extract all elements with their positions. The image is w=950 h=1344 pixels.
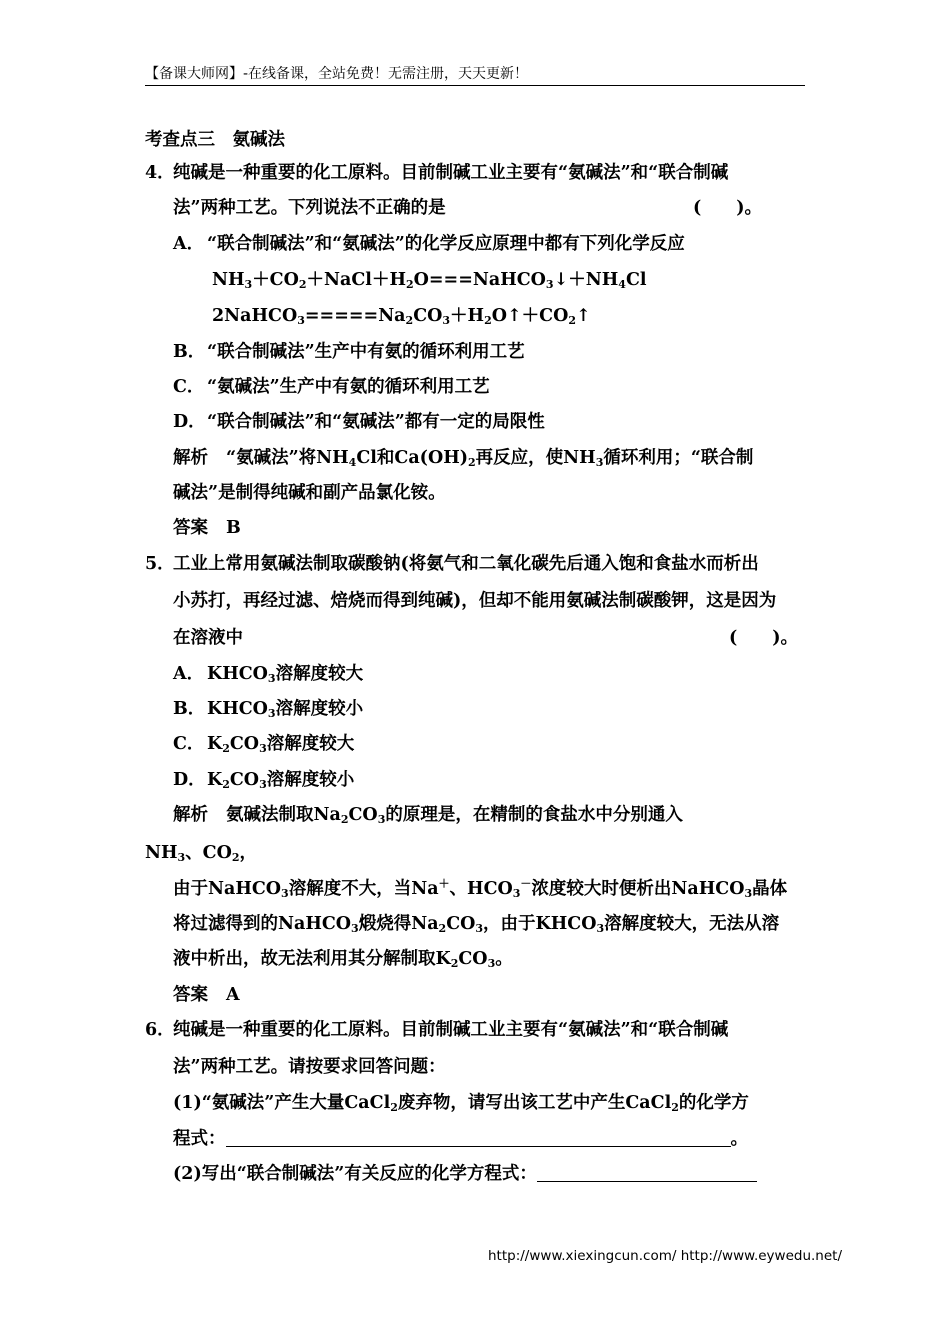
q5-option-c: C． $K_2CO_3$溶解度较大 (173, 734, 355, 755)
q6-part1-line1: (1)“氨碱法”产生大量CaCl$_2$废弃物，请写出该工艺中产生CaCl$_2$的化学方 (173, 1093, 749, 1114)
q6-part2-answer-blank[interactable] (537, 1163, 757, 1182)
q6-line1: 6．纯碱是一种重要的化工原料。目前制碱工业主要有“氨碱法”和“联合制碱 (145, 1020, 729, 1040)
q6-part1-line2: 程式： 。 (173, 1129, 748, 1149)
q5-option-a: A． $KHCO_3$溶解度较大 (173, 664, 364, 685)
q5-option-b: B．$KHCO_3$溶解度较小 (173, 699, 364, 720)
q4-equation-1: $NH_3+CO_2+NaCl+H_2O===NaHCO_3↓+NH_4Cl$ (212, 270, 647, 291)
page-footer: http://www.xiexingcun.com/ http://www.eywedu.net/ (488, 1248, 842, 1264)
q6-line2: 法”两种工艺。请按要求回答问题： (173, 1057, 446, 1077)
q6-part2-line1: (2)写出“联合制碱法”有关反应的化学方程式： (173, 1162, 757, 1186)
q5-analysis-line5: 液中析出，故无法利用其分解制取$K_2CO_3$。 (173, 949, 513, 970)
q5-analysis-line4: 将过滤得到的NaHCO$_3$煅烧得$Na_2CO_3$，由于$KHCO_3$溶解度较大，无法从溶 (173, 914, 780, 935)
q5-option-d: D．$K_2CO_3$溶解度较小 (173, 770, 355, 791)
q5-analysis-line1: 解析 氨碱法制取$Na_2CO_3$的原理是，在精制的食盐水中分别通入 (173, 805, 683, 826)
q4-analysis-line1: 解析 “氨碱法”将$NH_4Cl$和$Ca(OH)_2$再反应，使$NH_3$循环利用；“联合制 (173, 448, 754, 469)
q5-line2: 小苏打，再经过滤、焙烧而得到纯碱)，但却不能用氨碱法制碳酸钾，这是因为 (173, 591, 777, 611)
q5-answer-paren: ( )。 (729, 628, 799, 648)
page-header: 【备课大师网】-在线备课，全站免费！无需注册，天天更新！ (145, 63, 805, 86)
q4-answer: 答案 B (173, 518, 241, 538)
q4-option-a: A． “联合制碱法”和“氨碱法”的化学反应原理中都有下列化学反应 (173, 234, 685, 254)
q5-analysis-line3: 由于NaHCO$_3$溶解度不大，当Na＋、$HCO_3^-$浓度较大时便析出NaHCO$_3$晶体 (173, 877, 788, 900)
q4-option-c: C． “氨碱法”生产中有氨的循环利用工艺 (173, 377, 490, 397)
q5-number: 5． (145, 554, 175, 574)
section-title: 考查点三 氨碱法 (145, 130, 285, 150)
q5-line3: 在溶液中 (173, 628, 243, 648)
q4-equation-2: $2NaHCO_3=====Na_2CO_3+H_2O↑+CO_2↑$ (212, 306, 591, 327)
q6-part1-answer-blank[interactable] (226, 1128, 731, 1147)
q4-line1: 4．纯碱是一种重要的化工原料。目前制碱工业主要有“氨碱法”和“联合制碱 (145, 163, 729, 183)
q5-analysis-line2: $NH_3$、$CO_2$， (145, 843, 258, 864)
q5-line1: 5．工业上常用氨碱法制取碳酸钠(将氨气和二氧化碳先后通入饱和食盐水而析出 (145, 554, 759, 574)
q4-analysis-line2: 碱法”是制得纯碱和副产品氯化铵。 (173, 483, 446, 503)
q4-answer-paren: ( )。 (693, 198, 763, 218)
q4-line2: 法”两种工艺。下列说法不正确的是 (173, 198, 446, 218)
q6-number: 6． (145, 1020, 175, 1040)
q5-answer: 答案 A (173, 985, 240, 1005)
q4-option-b: B．“联合制碱法”生产中有氨的循环利用工艺 (173, 342, 525, 362)
q4-option-d: D．“联合制碱法”和“氨碱法”都有一定的局限性 (173, 412, 545, 432)
q4-number: 4． (145, 163, 175, 183)
